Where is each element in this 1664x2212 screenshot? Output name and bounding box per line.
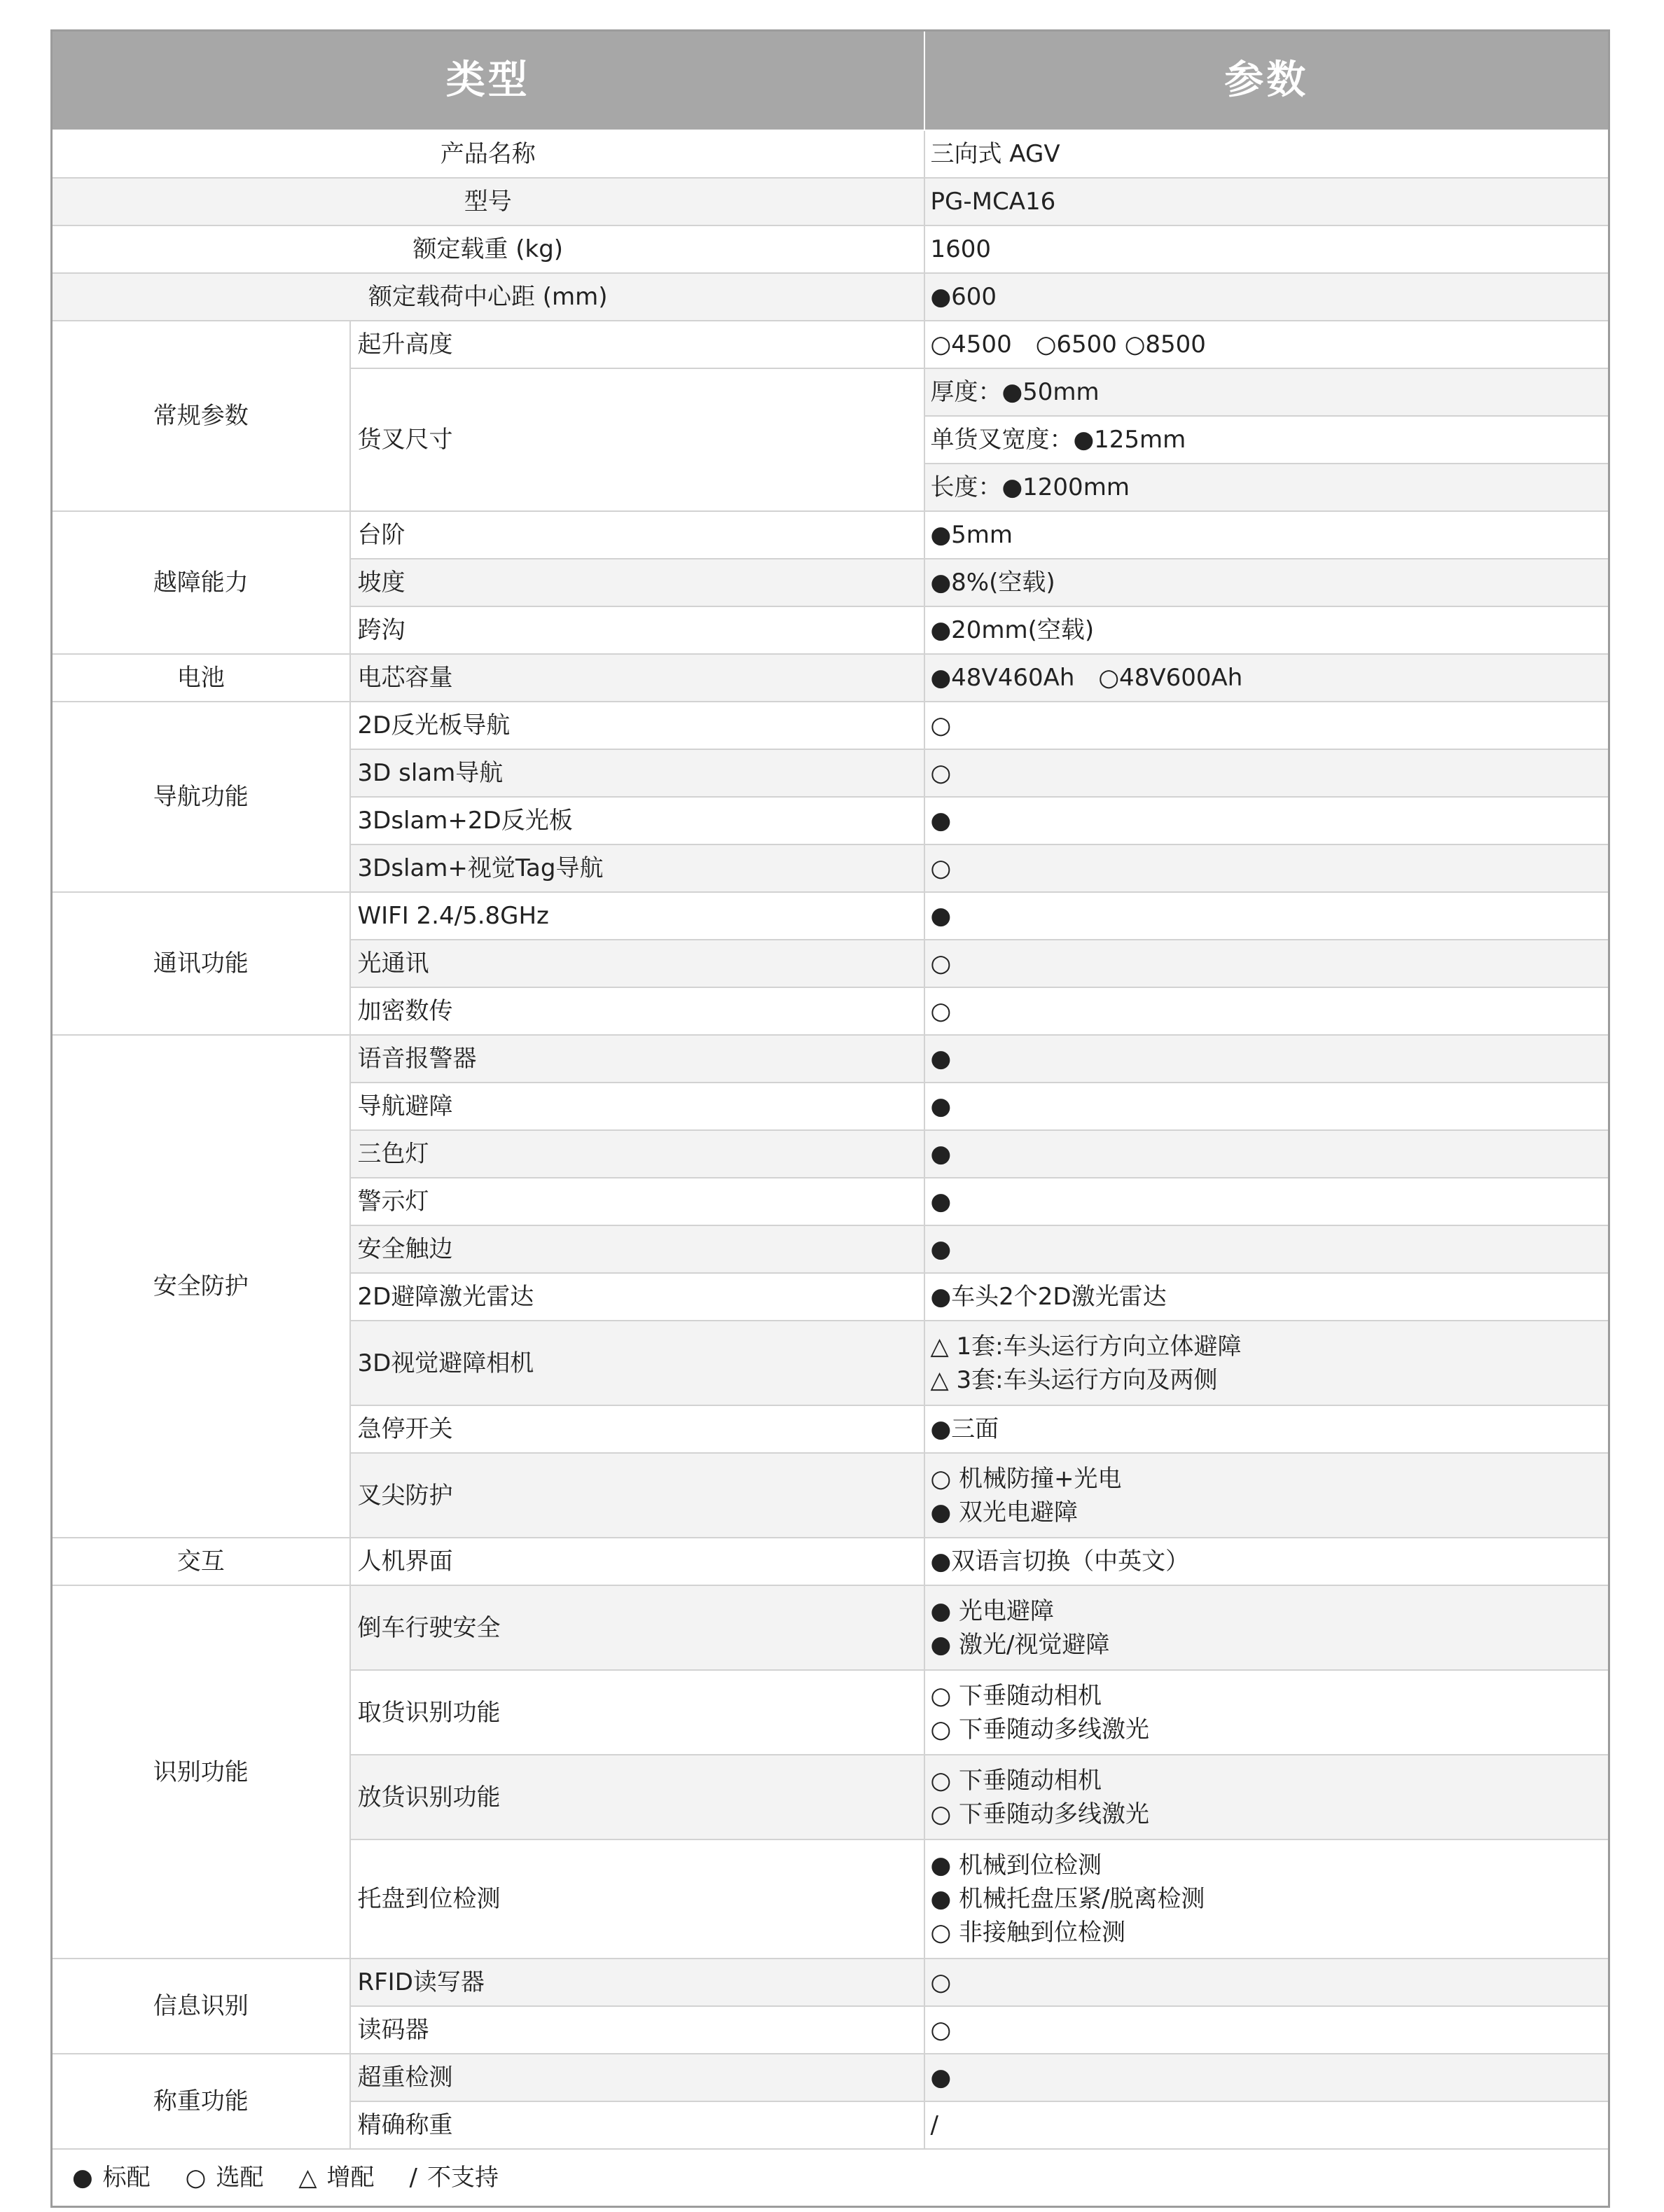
value-line: ● (930, 902, 952, 930)
legend-text: 增配 (326, 2164, 375, 2192)
item-value (924, 2054, 1609, 2101)
item-value (924, 1083, 1609, 1130)
value-line: ○4500 ○6500 ○8500 (930, 331, 1206, 359)
item-value (924, 1130, 1609, 1178)
value-line: ○ (930, 711, 952, 739)
table-row (52, 2054, 1609, 2101)
table-row (52, 654, 1609, 702)
item-label: 3D视觉避障相机 (350, 1321, 924, 1405)
item-label: 跨沟 (350, 606, 924, 654)
row-label: 额定载重 (kg) (52, 225, 924, 273)
item-label: 3D slam导航 (350, 749, 924, 797)
item-label: 2D避障激光雷达 (350, 1273, 924, 1321)
legend-item (186, 2164, 264, 2192)
category-cell: 称重功能 (52, 2054, 350, 2149)
value-line: ○ 下垂随动多线激光 (930, 1800, 1149, 1828)
value-line: ○ (930, 759, 952, 787)
item-value (924, 2006, 1609, 2054)
item-label: 加密数传 (350, 987, 924, 1035)
spec-table (50, 29, 1610, 2208)
row-label: 型号 (52, 178, 924, 225)
item-value (924, 368, 1609, 416)
value-line: ●双语言切换（中英文） (930, 1547, 1190, 1575)
table-row (52, 1585, 1609, 1670)
item-label: 放货识别功能 (350, 1755, 924, 1839)
item-value (924, 464, 1609, 511)
item-value (924, 2101, 1609, 2149)
item-label: 货叉尺寸 (350, 368, 924, 511)
item-value (924, 940, 1609, 987)
item-label: 三色灯 (350, 1130, 924, 1178)
value-line: △ 3套:车头运行方向及两侧 (930, 1365, 1218, 1394)
value-line: / (930, 2111, 938, 2139)
header-type: 类型 (52, 31, 924, 131)
item-value (924, 1035, 1609, 1083)
table-row (52, 892, 1609, 940)
category-cell: 导航功能 (52, 702, 350, 892)
item-value (924, 1839, 1609, 1959)
value-line: ○ 下垂随动相机 (930, 1766, 1102, 1795)
category-cell: 通讯功能 (52, 892, 350, 1035)
item-label: 读码器 (350, 2006, 924, 2054)
row-value: ●600 (924, 273, 1609, 321)
value-line: ●车头2个2D激光雷达 (930, 1283, 1167, 1311)
item-value (924, 1585, 1609, 1670)
value-line: ● 双光电避障 (930, 1498, 1078, 1526)
item-label: 3Dslam+视觉Tag导航 (350, 844, 924, 892)
value-line: ● (930, 1140, 952, 1168)
row-label: 额定载荷中心距 (mm) (52, 273, 924, 321)
value-line: ● (930, 2064, 952, 2092)
category-cell: 信息识别 (52, 1959, 350, 2054)
value-line: ●20mm(空载) (930, 616, 1095, 644)
table-row (52, 1959, 1609, 2006)
legend-text: 选配 (216, 2164, 264, 2192)
item-label: 台阶 (350, 511, 924, 559)
legend-item (410, 2164, 499, 2192)
value-line: ○ 非接触到位检测 (930, 1919, 1125, 1947)
item-value (924, 1670, 1609, 1755)
value-line: ○ (930, 950, 952, 978)
item-value (924, 321, 1609, 368)
item-value (924, 654, 1609, 702)
value-line: ●5mm (930, 521, 1013, 549)
item-label: 光通讯 (350, 940, 924, 987)
value-line: ○ (930, 997, 952, 1025)
value-line: ○ (930, 2016, 952, 2044)
value-line: ○ 下垂随动相机 (930, 1681, 1102, 1710)
value-line: △ 1套:车头运行方向立体避障 (930, 1332, 1242, 1361)
table-row (52, 178, 1609, 225)
item-label: RFID读写器 (350, 1959, 924, 2006)
item-value (924, 416, 1609, 464)
item-value (924, 606, 1609, 654)
table-row (52, 511, 1609, 559)
row-value: 1600 (924, 225, 1609, 273)
item-value (924, 844, 1609, 892)
value-line: ● (930, 1092, 952, 1120)
value-line: ● 机械托盘压紧/脱离检测 (930, 1885, 1205, 1913)
category-cell: 交互 (52, 1538, 350, 1585)
item-label: 警示灯 (350, 1178, 924, 1225)
table-row (52, 1035, 1609, 1083)
item-label: 倒车行驶安全 (350, 1585, 924, 1670)
item-value (924, 1453, 1609, 1538)
header-row (52, 31, 1609, 131)
value-line: ●48V460Ah ○48V600Ah (930, 664, 1243, 692)
item-label: 急停开关 (350, 1405, 924, 1453)
item-value (924, 1755, 1609, 1839)
category-cell: 安全防护 (52, 1035, 350, 1538)
item-label: 叉尖防护 (350, 1453, 924, 1538)
item-value (924, 1225, 1609, 1273)
item-value (924, 1273, 1609, 1321)
table-row (52, 702, 1609, 749)
table-row (52, 273, 1609, 321)
value-line: ○ (930, 1968, 952, 1996)
category-cell: 越障能力 (52, 511, 350, 654)
value-line: ●8%(空载) (930, 569, 1055, 597)
value-line: ● (930, 1235, 952, 1263)
legend (52, 2149, 1609, 2207)
legend-symbol-icon: ○ (185, 2164, 207, 2192)
value-line: ● 机械到位检测 (930, 1851, 1102, 1879)
legend-text: 标配 (102, 2164, 151, 2192)
item-value (924, 702, 1609, 749)
legend-text: 不支持 (427, 2164, 499, 2192)
legend-item (72, 2164, 151, 2192)
table-row (52, 1538, 1609, 1585)
item-label: 电芯容量 (350, 654, 924, 702)
value-line: ● (930, 1188, 952, 1216)
category-cell: 常规参数 (52, 321, 350, 511)
table-row (52, 321, 1609, 368)
item-label: 托盘到位检测 (350, 1839, 924, 1959)
item-value (924, 1178, 1609, 1225)
item-label: 2D反光板导航 (350, 702, 924, 749)
legend-symbol-icon: / (409, 2164, 417, 2192)
item-label: WIFI 2.4/5.8GHz (350, 892, 924, 940)
value-line: 厚度：●50mm (930, 378, 1100, 406)
legend-row (52, 2149, 1609, 2207)
row-label: 产品名称 (52, 130, 924, 178)
value-line: ●三面 (930, 1415, 999, 1443)
item-label: 精确称重 (350, 2101, 924, 2149)
item-value (924, 749, 1609, 797)
row-value: 三向式 AGV (924, 130, 1609, 178)
item-label: 取货识别功能 (350, 1670, 924, 1755)
item-label: 语音报警器 (350, 1035, 924, 1083)
item-value (924, 1538, 1609, 1585)
item-value (924, 1321, 1609, 1405)
item-label: 起升高度 (350, 321, 924, 368)
item-label: 导航避障 (350, 1083, 924, 1130)
item-label: 安全触边 (350, 1225, 924, 1273)
table-row (52, 225, 1609, 273)
legend-symbol-icon: △ (298, 2164, 317, 2192)
value-line: ● 光电避障 (930, 1597, 1054, 1625)
item-value (924, 559, 1609, 606)
value-line: 单货叉宽度：●125mm (930, 426, 1186, 454)
legend-symbol-icon: ● (72, 2164, 93, 2192)
value-line: ● (930, 807, 952, 835)
item-value (924, 1959, 1609, 2006)
item-label: 超重检测 (350, 2054, 924, 2101)
item-label: 人机界面 (350, 1538, 924, 1585)
value-line: ○ 下垂随动多线激光 (930, 1715, 1149, 1744)
value-line: 长度：●1200mm (930, 473, 1130, 501)
category-cell: 识别功能 (52, 1585, 350, 1959)
table-row (52, 130, 1609, 178)
value-line: ○ (930, 854, 952, 882)
value-line: ● (930, 1045, 952, 1073)
value-line: ○ 机械防撞+光电 (930, 1464, 1122, 1493)
item-label: 坡度 (350, 559, 924, 606)
legend-item (298, 2164, 374, 2192)
item-value (924, 511, 1609, 559)
row-value: PG-MCA16 (924, 178, 1609, 225)
category-cell: 电池 (52, 654, 350, 702)
value-line: ● 激光/视觉避障 (930, 1630, 1110, 1659)
item-value (924, 987, 1609, 1035)
item-value (924, 1405, 1609, 1453)
item-value (924, 892, 1609, 940)
header-params: 参数 (924, 31, 1609, 131)
item-label: 3Dslam+2D反光板 (350, 797, 924, 844)
item-value (924, 797, 1609, 844)
